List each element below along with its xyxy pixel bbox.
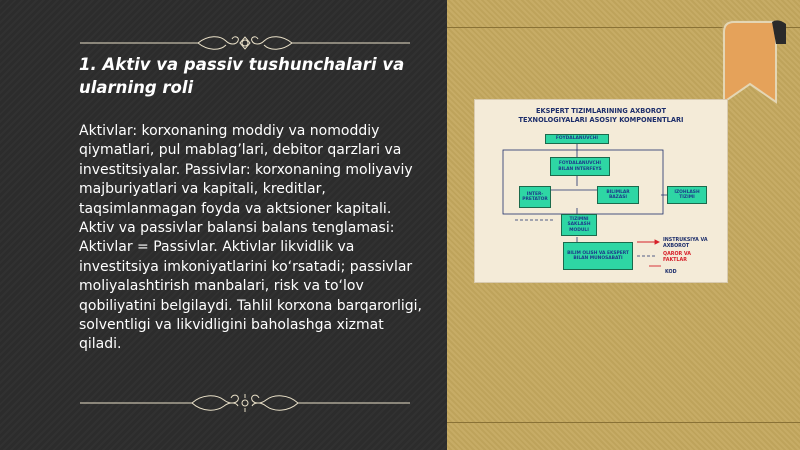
top-ornament-divider <box>80 33 410 53</box>
slide-title: 1. Aktiv va passiv tushunchalari va ularning roli <box>79 55 405 97</box>
diagram-box-module: TIZIMNI SAKLASH MODULI <box>561 214 597 236</box>
diagram-box-acquire: BILIM OLISH VA EKSPERT BILAN MUNOSABATI <box>563 242 633 270</box>
bottom-ornament-divider <box>80 392 410 414</box>
diagram-box-knowledge: BILIMLAR BAZASI <box>597 186 639 204</box>
diagram-title-line2: TEXNOLOGIYALARI ASOSIY KOMPONENTLARI <box>518 116 684 124</box>
diagram-title-line1: EKSPERT TIZIMLARINING AXBOROT <box>535 107 667 115</box>
diagram-box-interface: FOYDALANUVCHI BILAN INTERFEYS <box>550 157 610 176</box>
legend-code: KOD <box>665 270 677 275</box>
bookmark-ribbon-icon <box>716 14 800 104</box>
diagram-image <box>474 99 728 283</box>
diagram-box-user: FOYDALANUVCHI <box>545 134 609 144</box>
legend-decision: QAROR VA FAKTLAR <box>663 252 692 263</box>
legend-instruction: INSTRUKSIYA VA AXBOROT <box>663 238 708 249</box>
diagram-box-interpreter: INTER-PRETATOR <box>519 186 551 208</box>
diagram-box-explain: IZOHLASH TIZIMI <box>667 186 707 204</box>
slide-body-text: Aktivlar: korxonaning moddiy va nomoddiy qiymatlari, pul mablag’lari, debitor qarzlari va investitsiyalar. Passivlar: korxonaning moliyaviy majburiyatlari va kapitali, kreditlar, taqsimlanmagan foyda va aktsioner kapitali. Aktiv va passivlar balansi balans tenglamasi: Aktivlar = Passivlar. Aktivlar likvidlik va investitsiya imkoniyatlarini ko‘rsatadi; passivlar moliyalashtirish manbalari, risk va to‘lov qobiliyatini belgilaydi. Tahlil korxona barqarorligi, solventligi va likvidligini baholashga xizmat qiladi. <box>79 123 422 353</box>
bottom-gold-line <box>447 422 800 423</box>
